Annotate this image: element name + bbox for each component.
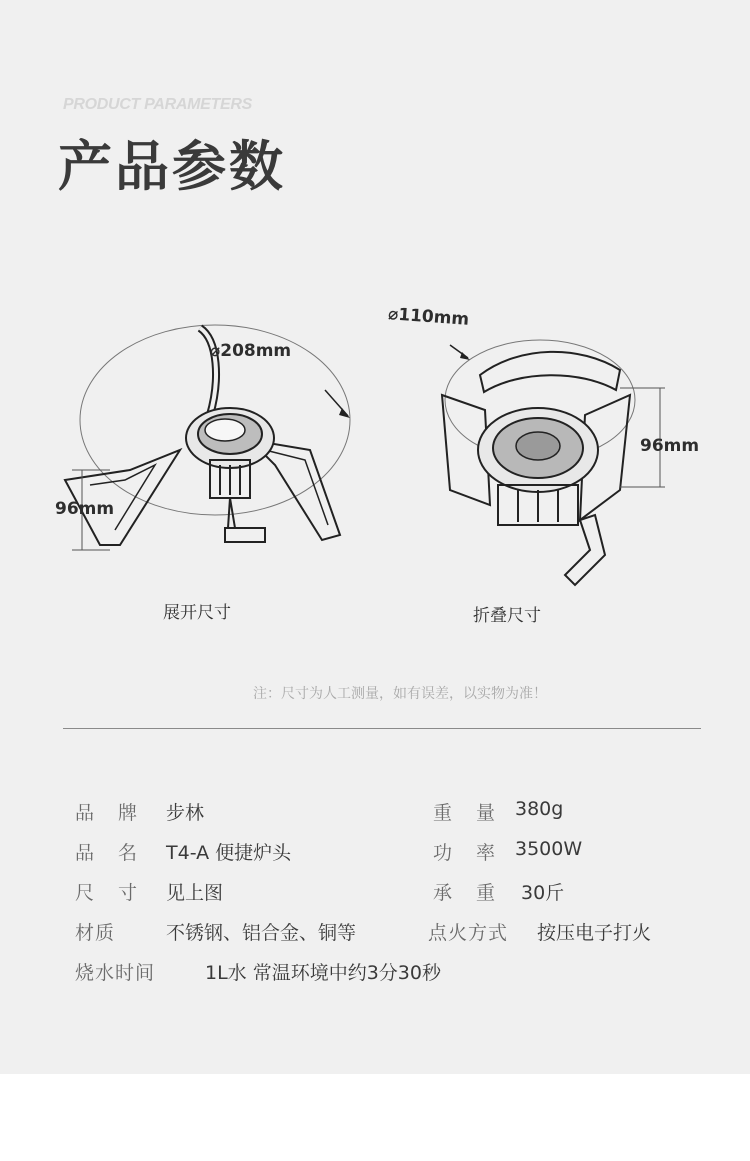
spec-name-value: T4-A 便捷炉头 xyxy=(166,842,292,864)
spec-name-label: 品 名 xyxy=(75,842,147,864)
spec-size-label: 尺 寸 xyxy=(75,882,147,904)
spec-brand-value: 步林 xyxy=(166,802,205,824)
section-subtitle: PRODUCT PARAMETERS xyxy=(63,96,252,113)
section-title: 产品参数 xyxy=(58,135,286,198)
spec-load-value: 30斤 xyxy=(521,882,565,904)
spec-weight-value: 380g xyxy=(515,798,564,820)
spec-boil-label: 烧水时间 xyxy=(75,962,156,984)
spec-boil-value: 1L水 常温环境中约3分30秒 xyxy=(205,962,441,984)
spec-size-value: 见上图 xyxy=(166,882,224,904)
folded-height-label: 96mm xyxy=(640,436,700,456)
spec-load-label: 承 重 xyxy=(433,882,505,904)
unfolded-stove-illustration xyxy=(60,300,360,560)
spec-material-value: 不锈钢、铝合金、铜等 xyxy=(166,922,357,944)
spec-power-label: 功 率 xyxy=(433,842,505,864)
spec-ignition-value: 按压电子打火 xyxy=(537,922,652,944)
spec-weight-label: 重 量 xyxy=(433,802,505,824)
spec-power-value: 3500W xyxy=(515,838,583,860)
spec-brand-label: 品 牌 xyxy=(75,802,147,824)
spec-material-label: 材质 xyxy=(75,922,116,944)
spec-ignition-label: 点火方式 xyxy=(428,922,509,944)
folded-diameter-label: ⌀110mm xyxy=(387,304,470,330)
folded-caption: 折叠尺寸 xyxy=(473,606,541,626)
unfolded-height-label: 96mm xyxy=(55,499,115,519)
divider xyxy=(63,728,701,729)
measurement-note: 注：尺寸为人工测量，如有误差，以实物为准！ xyxy=(253,686,547,702)
unfolded-diameter-label: ⌀208mm xyxy=(210,341,292,361)
unfolded-caption: 展开尺寸 xyxy=(163,603,231,623)
